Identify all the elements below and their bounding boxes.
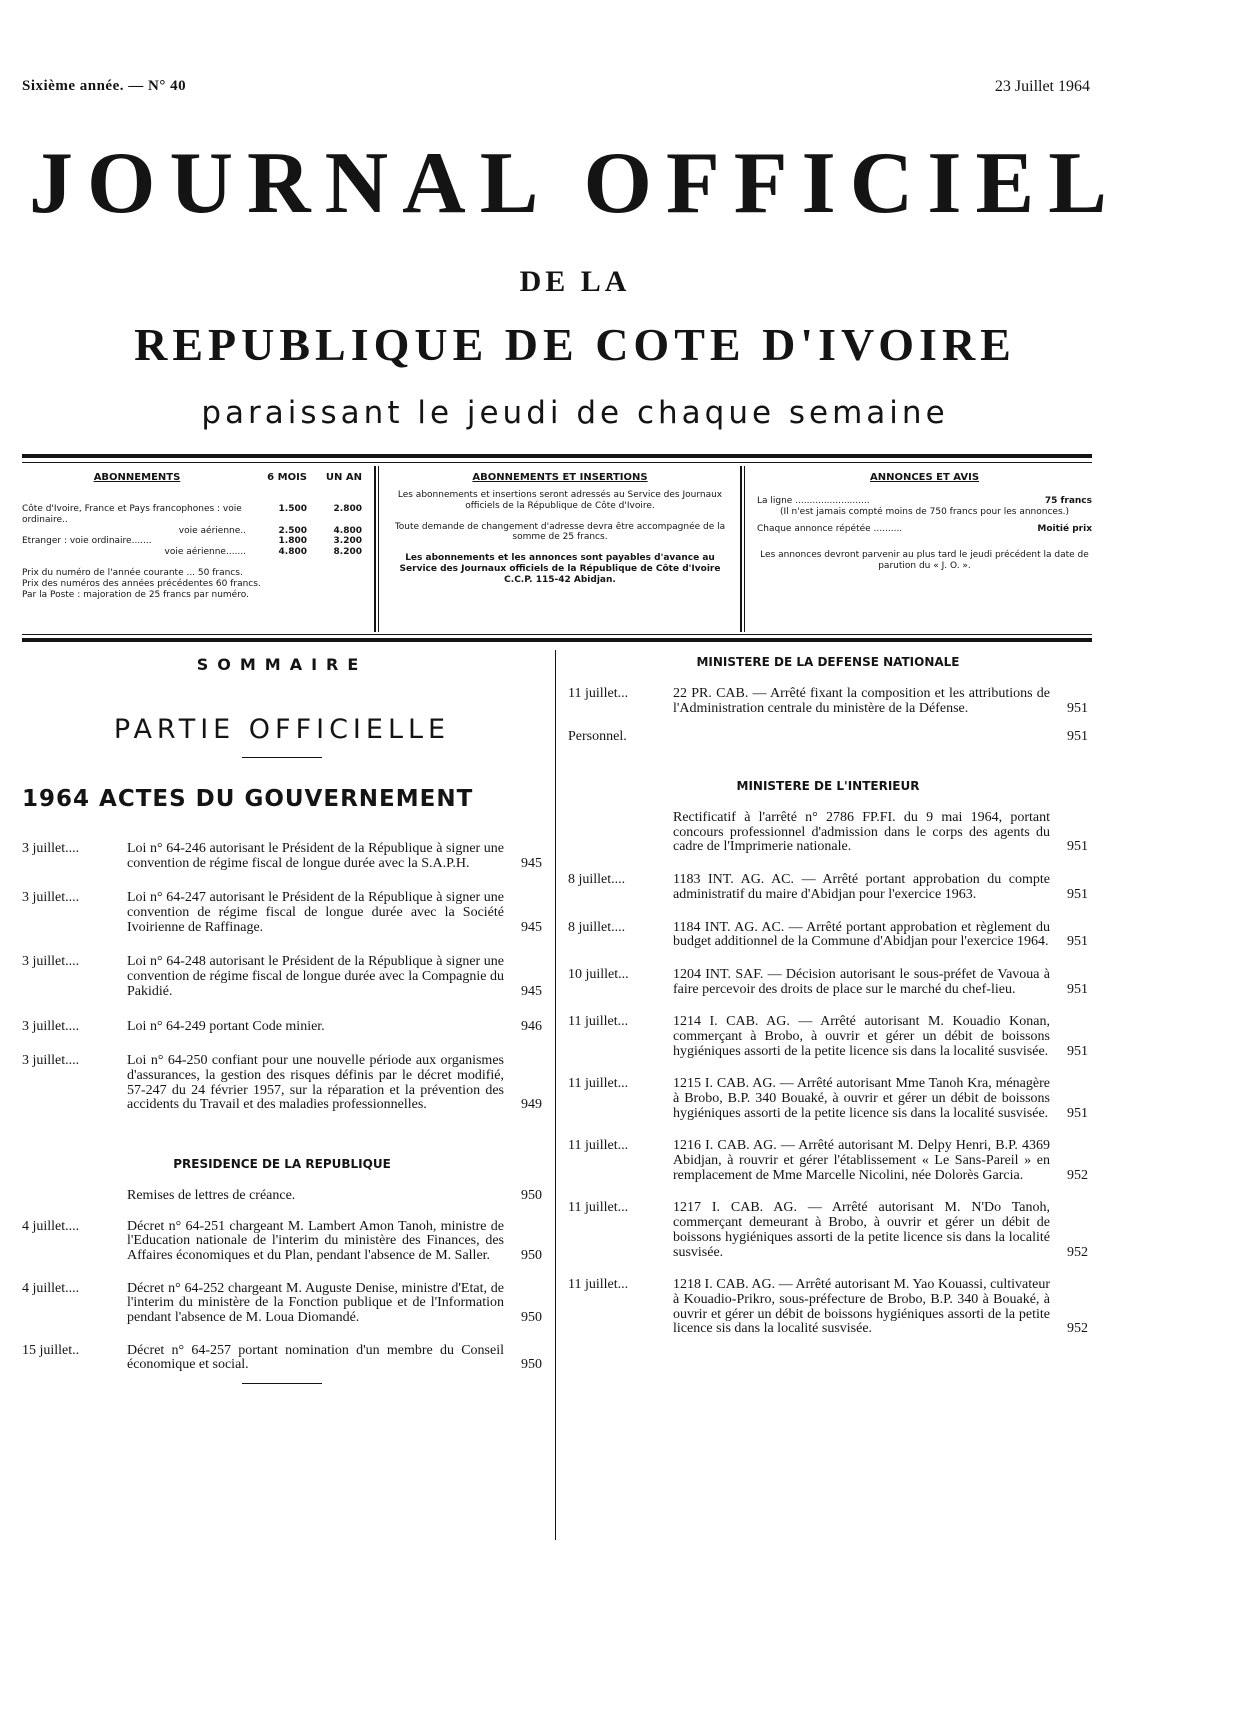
sommaire-right-column bbox=[568, 655, 1088, 1337]
entry-date: 4 juillet.... bbox=[22, 1218, 80, 1234]
entry-date: 11 juillet... bbox=[568, 1076, 629, 1092]
entry-page: 951 bbox=[1067, 981, 1088, 997]
abonnement-value: 3.200 bbox=[333, 536, 362, 547]
abonnement-value: 1.800 bbox=[278, 536, 307, 547]
entry-page: 952 bbox=[1067, 1244, 1088, 1260]
annonce-note: (Il n'est jamais compté moins de 750 francs pour les annonces.) bbox=[779, 506, 1070, 517]
entry-page: 951 bbox=[1067, 839, 1088, 855]
entry-date: 11 juillet... bbox=[568, 1014, 629, 1030]
journal-tagline: paraissant le jeudi de chaque semaine bbox=[201, 395, 949, 431]
entry-text: 1215 I. CAB. AG. — Arrêté autorisant Mme Tanoh Kra, ménagère à Brobo, B.P. 340 Bouaké, à ouvrir et gérer un débit de boissons hygiéniques assorti de la petite licence sis dans la localité susvisée. bbox=[673, 1076, 1050, 1121]
price-line: Prix du numéro de l'année courante ... 50 francs. bbox=[22, 567, 243, 578]
annonces-box bbox=[757, 472, 1092, 626]
entry-page: 950 bbox=[521, 1187, 542, 1203]
issue-number: Sixième année. — N° 40 bbox=[22, 78, 187, 94]
entry-page: 946 bbox=[521, 1018, 542, 1034]
divider bbox=[740, 466, 742, 632]
abonnement-label: voie aérienne....... bbox=[164, 547, 246, 558]
list-item bbox=[22, 1344, 542, 1373]
entry-page: 951 bbox=[1067, 1043, 1088, 1059]
abonnement-value: 4.800 bbox=[278, 547, 307, 558]
entry-text: Décret n° 64-257 portant nomination d'un membre du Conseil économique et social. bbox=[127, 1342, 504, 1373]
list-item bbox=[568, 811, 1088, 855]
entry-text: Loi n° 64-250 confiant pour une nouvelle période aux organismes d'assurances, la gestion des risques définis par le décret modifié, 57-247 du 24 février 1957, sur la réparation et la prévention des accidents du Travail et des maladies professionnelles. bbox=[127, 1053, 504, 1113]
entry-date bbox=[568, 811, 673, 855]
entry-text: Décret n° 64-251 chargeant M. Lambert Amon Tanoh, ministre de l'Education nationale de l'interim du ministère des Finances, des Affaires économiques et du Plan, pendant l'absence de M. Saller. bbox=[127, 1218, 504, 1263]
entry-date: 10 juillet... bbox=[568, 966, 629, 982]
entry-text: Loi n° 64-249 portant Code minier. bbox=[127, 1018, 325, 1034]
divider bbox=[22, 454, 1092, 458]
entry-text: Loi n° 64-247 autorisant le Président de la République à signer une convention de régime fiscal de longue durée avec la Société Ivoirienne de Raffinage. bbox=[127, 890, 504, 935]
entry-date: 3 juillet.... bbox=[22, 1018, 80, 1034]
abonnement-label: voie aérienne.. bbox=[178, 525, 246, 536]
divider bbox=[378, 466, 379, 632]
entry-page: 951 bbox=[1067, 886, 1088, 902]
abonnements-header bbox=[22, 472, 362, 484]
column-divider bbox=[555, 650, 556, 1540]
entry-text: 1183 INT. AG. AC. — Arrêté portant approbation du compte administratif du maire d'Abidjan pour l'exercice 1963. bbox=[673, 872, 1050, 902]
entry-text: Loi n° 64-246 autorisant le Président de la République à signer une convention de régime fiscal de longue durée avec la S.A.P.H. bbox=[127, 841, 504, 871]
entry-date: 8 juillet.... bbox=[568, 872, 626, 888]
list-item bbox=[568, 1139, 1088, 1183]
list-item bbox=[22, 1020, 542, 1035]
entry-date bbox=[22, 1189, 127, 1204]
entry-text: 1204 INT. SAF. — Décision autorisant le sous-préfet de Vavoua à faire percevoir des droits de place sur le marché du chef-lieu. bbox=[673, 966, 1050, 997]
entry-page: 951 bbox=[1067, 934, 1088, 950]
entry-page: 952 bbox=[1067, 1321, 1088, 1337]
abonnement-value: 1.500 bbox=[278, 504, 307, 514]
journal-title: JOURNAL OFFICIEL bbox=[29, 135, 1121, 232]
list-item bbox=[22, 891, 542, 935]
insertions-paragraph: Les abonnements et les annonces sont payables d'avance au Service des Journaux officiels de la République de Côte d'Ivoire C.C.P. 115-42 Abidjan. bbox=[399, 553, 721, 585]
annonces-title: ANNONCES ET AVIS bbox=[869, 472, 980, 483]
sommaire-title: SOMMAIRE bbox=[196, 655, 368, 674]
entry-page: 949 bbox=[521, 1097, 542, 1113]
abonnements-box bbox=[22, 472, 362, 626]
entry-date: 11 juillet... bbox=[568, 1200, 629, 1216]
divider bbox=[242, 757, 322, 758]
abonnement-value: 2.800 bbox=[333, 504, 362, 514]
entry-date: 3 juillet.... bbox=[22, 841, 80, 856]
entry-date: 11 juillet... bbox=[568, 1138, 629, 1154]
price-line: Prix des numéros des années précédentes 60 francs. bbox=[22, 578, 261, 589]
entry-text: 1184 INT. AG. AC. — Arrêté portant approbation et règlement du budget additionnel de la Commune d'Abidjan pour l'exercice 1964. bbox=[673, 919, 1050, 950]
insertions-title: ABONNEMENTS ET INSERTIONS bbox=[472, 472, 648, 483]
entry-page: 952 bbox=[1067, 1167, 1088, 1183]
entry-date: 11 juillet... bbox=[568, 1277, 629, 1293]
list-item bbox=[568, 1077, 1088, 1121]
divider bbox=[22, 462, 1092, 463]
entry-page: 945 bbox=[521, 983, 542, 999]
abonnement-row bbox=[22, 526, 362, 537]
insertions-paragraph: Toute demande de changement d'adresse devra être accompagnée de la somme de 25 francs. bbox=[394, 521, 726, 543]
list-item bbox=[568, 687, 1088, 716]
list-item bbox=[22, 955, 542, 999]
entry-date: 4 juillet.... bbox=[22, 1280, 80, 1296]
entry-text: Décret n° 64-252 chargeant M. Auguste Denise, ministre d'Etat, de l'interim du ministère de la Fonction publique et de l'Information pendant l'absence de M. Loua Diomandé. bbox=[127, 1280, 504, 1326]
list-item bbox=[22, 1282, 542, 1326]
entry-page: 951 bbox=[1067, 729, 1088, 745]
entry-text: Personnel. bbox=[568, 729, 627, 745]
list-item bbox=[568, 921, 1088, 950]
entry-date: 3 juillet.... bbox=[22, 954, 80, 970]
actes-heading: 1964 ACTES DU GOUVERNEMENT bbox=[22, 786, 474, 812]
entry-page: 950 bbox=[521, 1248, 542, 1263]
annonce-row bbox=[757, 524, 1092, 535]
abonnement-value: 8.200 bbox=[333, 547, 362, 558]
issue-date: 23 Juillet 1964 bbox=[994, 78, 1090, 95]
sommaire-left-column bbox=[22, 655, 542, 1384]
list-item bbox=[22, 1054, 542, 1113]
annonce-delai: Les annonces devront parvenir au plus tard le jeudi précédent la date de parution du « J. O. ». bbox=[760, 550, 1089, 572]
abonnement-value: 2.500 bbox=[278, 525, 307, 536]
entry-page: 951 bbox=[1067, 1105, 1088, 1121]
entry-text: 1216 I. CAB. AG. — Arrêté autorisant M. Delpy Henri, B.P. 4369 Abidjan, à rouvrir et gérer l'établissement « Le Sans-Pareil » en remplacement de Mme Marcelle Nicolini, née Dolorès Garcia. bbox=[673, 1138, 1050, 1183]
entry-page: 945 bbox=[521, 919, 542, 935]
abonnement-row bbox=[22, 504, 362, 526]
entry-date: 11 juillet... bbox=[568, 686, 629, 701]
entry-page: 950 bbox=[521, 1310, 542, 1326]
entry-date: 3 juillet.... bbox=[22, 1053, 80, 1069]
annonce-label: Chaque annonce répétée .......... bbox=[757, 523, 903, 534]
abonnements-col-unan: UN AN bbox=[325, 472, 362, 483]
section-heading: MINISTERE DE L'INTERIEUR bbox=[736, 779, 920, 794]
list-item bbox=[22, 1220, 542, 1264]
list-item bbox=[568, 1015, 1088, 1059]
entry-date: 8 juillet.... bbox=[568, 919, 626, 935]
divider bbox=[242, 1383, 322, 1384]
entry-text: 1214 I. CAB. AG. — Arrêté autorisant M. Kouadio Konan, commerçant à Brobo, à ouvrir et gérer un débit de boissons hygiéniques assorti de la petite licence sis dans la localité susvisée. bbox=[673, 1014, 1050, 1059]
entry-text: 1217 I. CAB. AG. — Arrêté autorisant M. N'Do Tanoh, commerçant demeurant à Brobo, à ouvrir et gérer un débit de boissons hygiéniques assorti de la petite licence sis dans la localité susvisée. bbox=[673, 1200, 1050, 1260]
entry-date: 3 juillet.... bbox=[22, 890, 80, 906]
divider bbox=[22, 634, 1092, 635]
entry-text: 1218 I. CAB. AG. — Arrêté autorisant M. Yao Kouassi, cultivateur à Kouadio-Prikro, sous-préfecture de Brobo, B.P. 340 à Bouaké, à ouvrir et gérer un débit de boissons hygiéniques assorti de la petite licence sis dans la localité susvisée. bbox=[673, 1277, 1050, 1337]
divider bbox=[744, 466, 745, 632]
journal-republique: REPUBLIQUE DE COTE D'IVOIRE bbox=[134, 319, 1016, 370]
abonnements-col-6mois: 6 MOIS bbox=[267, 472, 307, 483]
annonce-row bbox=[757, 496, 1092, 507]
insertions-box bbox=[390, 472, 730, 626]
entry-page: 945 bbox=[521, 855, 542, 871]
divider bbox=[22, 638, 1092, 642]
entry-date: 15 juillet.. bbox=[22, 1342, 80, 1358]
annonce-value: 75 francs bbox=[1044, 496, 1092, 506]
list-item bbox=[568, 730, 1088, 745]
abonnement-row bbox=[22, 547, 362, 558]
abonnements-title: ABONNEMENTS bbox=[93, 472, 181, 483]
section-heading: PRESIDENCE DE LA REPUBLIQUE bbox=[173, 1156, 391, 1171]
annonce-value: Moitié prix bbox=[1037, 523, 1092, 534]
abonnement-row bbox=[22, 536, 362, 547]
entry-page: 951 bbox=[1067, 700, 1088, 716]
entry-text: Rectificatif à l'arrêté n° 2786 FP.FI. du 9 mai 1964, portant concours professionnel d'admission dans le corps des agents du cadre de l'Imprimerie nationale. bbox=[673, 810, 1050, 855]
list-item bbox=[568, 873, 1088, 902]
list-item bbox=[568, 968, 1088, 997]
abonnement-label: Côte d'Ivoire, France et Pays francophones : voie ordinaire.. bbox=[22, 504, 242, 525]
partie-officielle: PARTIE OFFICIELLE bbox=[113, 714, 451, 745]
divider bbox=[374, 466, 376, 632]
abonnement-value: 4.800 bbox=[333, 525, 362, 536]
entry-text: Loi n° 64-248 autorisant le Président de la République à signer une convention de régime fiscal de longue durée avec la Compagnie du Pakidié. bbox=[127, 954, 504, 999]
entry-text: Remises de lettres de créance. bbox=[127, 1187, 296, 1203]
insertions-paragraph: Les abonnements et insertions seront adressés au Service des Journaux officiels de la République de Côte d'Ivoire. bbox=[397, 490, 723, 511]
entry-text: 22 PR. CAB. — Arrêté fixant la composition et les attributions de l'Administration centrale du ministère de la Défense. bbox=[673, 686, 1050, 716]
section-heading: MINISTERE DE LA DEFENSE NATIONALE bbox=[696, 655, 960, 669]
list-item bbox=[22, 842, 542, 871]
entry-page: 950 bbox=[521, 1357, 542, 1373]
list-item bbox=[568, 1278, 1088, 1337]
journal-de-la: DE LA bbox=[519, 265, 631, 298]
price-line: Par la Poste : majoration de 25 francs par numéro. bbox=[22, 589, 249, 600]
abonnement-label: Etranger : voie ordinaire....... bbox=[22, 536, 152, 547]
list-item bbox=[568, 1201, 1088, 1260]
list-item bbox=[22, 1189, 542, 1204]
acts-list bbox=[22, 842, 542, 1113]
annonce-label: La ligne .......................... bbox=[757, 496, 870, 506]
